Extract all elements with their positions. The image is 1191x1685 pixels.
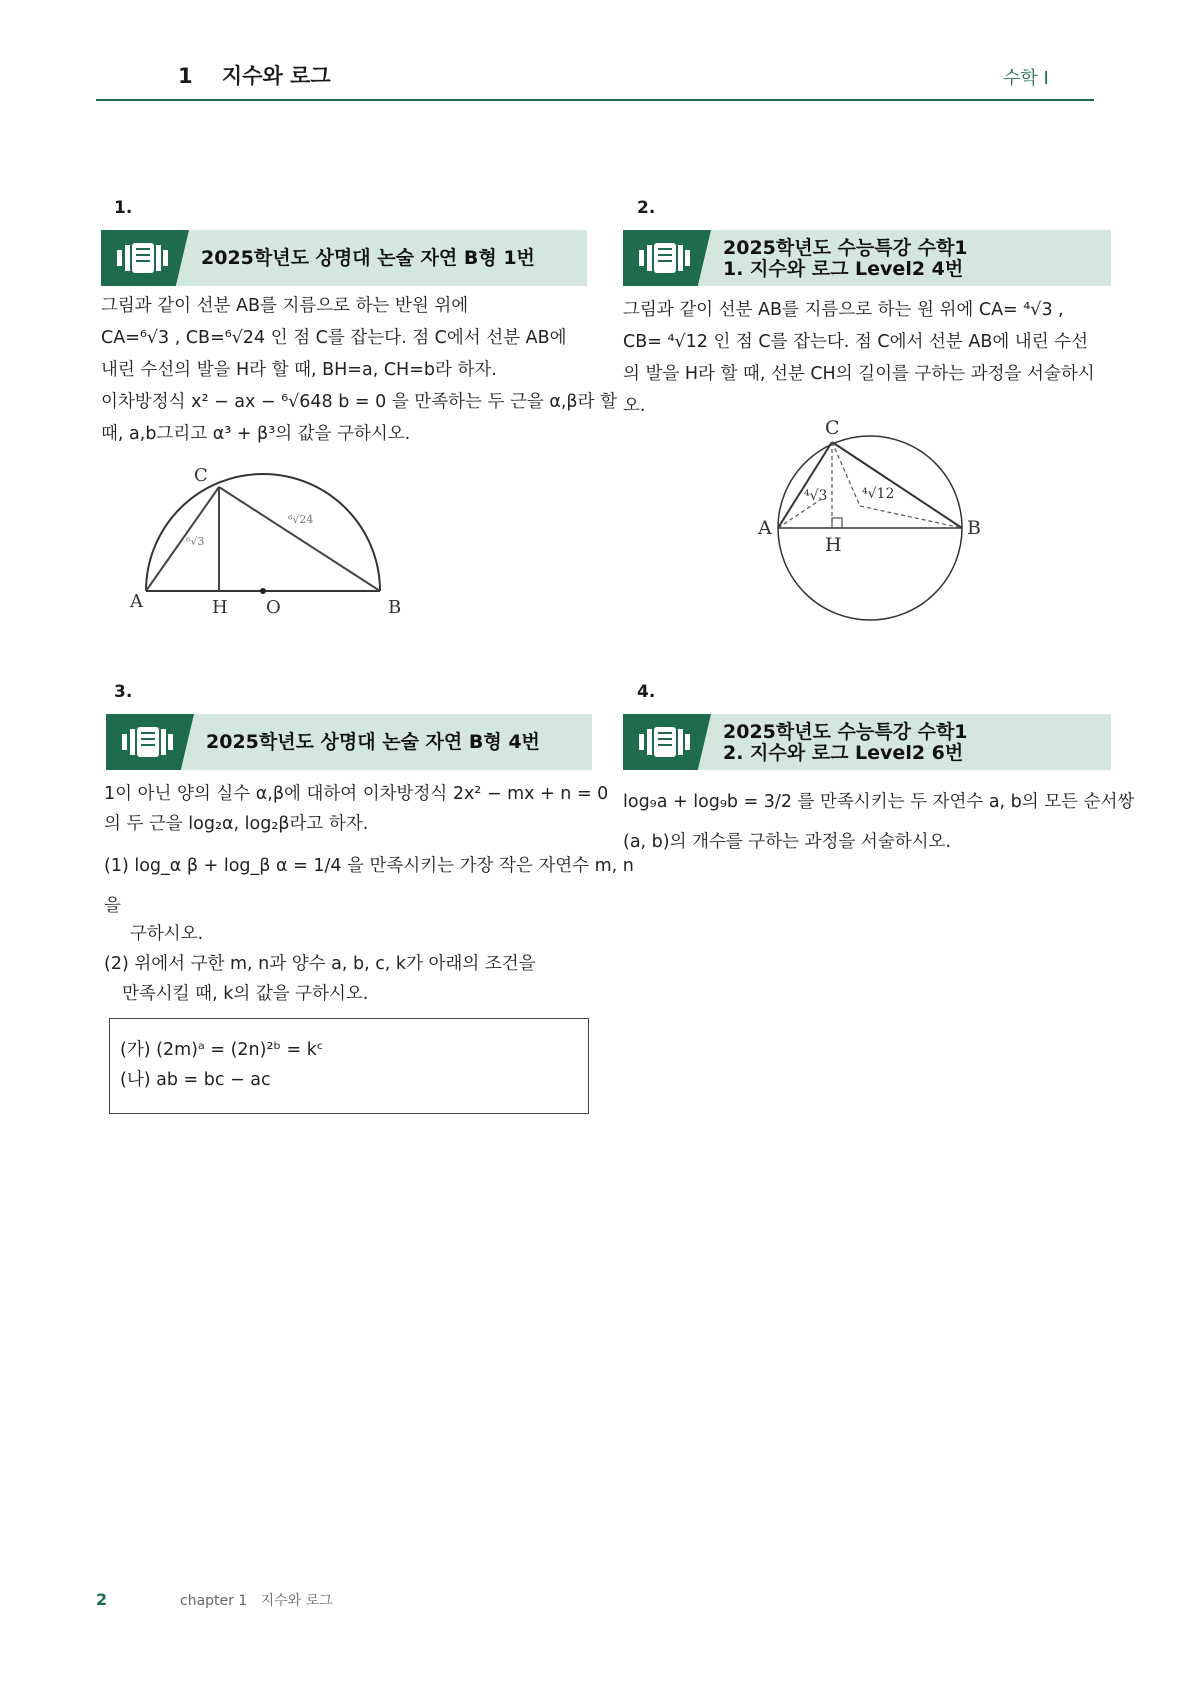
text-line: 의 발을 H라 할 때, 선분 CH의 길이를 구하는 과정을 서술하시 [623,364,1095,384]
problem-banner [623,230,1111,286]
length-cb: ⁶√24 [288,513,314,526]
text-line: 내린 수선의 발을 H라 할 때, BH=a, CH=b라 하자. [101,360,497,380]
problem-number: 2. [637,198,656,218]
text-line: CA=⁶√3 , CB=⁶√24 인 점 C를 잡는다. 점 C에서 선분 AB에 [101,328,567,348]
problem-number: 1. [114,198,133,218]
problem-number: 3. [114,682,133,702]
problem-title-line1: 2025학년도 수능특강 수학1 [723,721,968,743]
problem-title: 2025학년도 상명대 논술 자연 B형 4번 [206,731,540,753]
problem-banner [101,230,587,286]
label-a: A [758,517,772,539]
problem-number: 4. [637,682,656,702]
problem-banner [623,714,1111,770]
length-ca: ⁴√3 [804,488,828,504]
text-line: 만족시킬 때, k의 값을 구하시오. [122,984,369,1004]
problem-banner [106,714,592,770]
condition-line: (나) ab = bc − ac [120,1070,271,1090]
text-line: 이차방정식 x² − ax − ⁶√648 b = 0 을 만족하는 두 근을 α,β라 할 [101,392,617,412]
text-line: 그림과 같이 선분 AB를 지름으로 하는 원 위에 CA= ⁴√3 , [623,300,1064,320]
text-line: 그림과 같이 선분 AB를 지름으로 하는 반원 위에 [101,296,469,316]
label-b: B [388,597,402,618]
text-line: log₉a + log₉b = 3/2 를 만족시키는 두 자연수 a, b의 모든 순서쌍 [623,792,1135,812]
text-line: 의 두 근을 log₂α, log₂β라고 하자. [104,814,369,834]
problem-title [723,722,968,764]
problem-title-line2: 2. 지수와 로그 Level2 6번 [723,742,964,764]
fist-icon [639,725,691,759]
conditions-box [109,1018,589,1114]
text-line: 때, a,b그리고 α³ + β³의 값을 구하시오. [101,424,411,444]
text-line: 오. [623,396,646,416]
chapter-number: 1 [178,64,193,88]
problem-text [101,290,617,460]
footer-chapter: chapter 1 지수와 로그 [180,1593,333,1609]
label-c: C [825,417,840,439]
circle-figure [750,410,1000,630]
problem-text [623,786,1135,876]
problem-title-line2: 1. 지수와 로그 Level2 4번 [723,258,964,280]
chapter-title: 지수와 로그 [221,64,331,88]
problem-title-line1: 2025학년도 수능특강 수학1 [723,237,968,259]
text-line: (2) 위에서 구한 m, n과 양수 a, b, c, k가 아래의 조건을 [104,954,536,974]
text-line: 구하시오. [130,924,204,944]
problem-title [723,238,968,280]
label-b: B [967,517,981,539]
condition-line: (가) (2m)ᵃ = (2n)²ᵇ = kᶜ [120,1040,324,1060]
subject-label: 수학 I [1003,68,1049,89]
fist-icon [639,241,691,275]
text-line: (a, b)의 개수를 구하는 과정을 서술하시오. [623,832,952,852]
label-a: A [130,591,143,612]
length-ca: ⁶√3 [186,535,205,548]
length-cb: ⁴√12 [862,486,895,502]
problem-text [104,778,634,1018]
text-line: CB= ⁴√12 인 점 C를 잡는다. 점 C에서 선분 AB에 내린 수선 [623,332,1088,352]
label-c: C [194,465,208,486]
label-h: H [212,597,228,618]
label-h: H [825,534,842,556]
label-o: O [266,597,281,618]
header-rule [96,99,1094,101]
problem-title: 2025학년도 상명대 논술 자연 B형 1번 [201,247,535,269]
semicircle-figure [120,465,420,625]
fist-icon [117,241,169,275]
text-line: 을 [104,896,121,916]
fist-icon [122,725,174,759]
page-number: 2 [96,1590,108,1609]
chapter-heading [178,60,331,90]
text-line: 1이 아닌 양의 실수 α,β에 대하여 이차방정식 2x² − mx + n = 0 [104,784,609,804]
text-line: (1) log_α β + log_β α = 1/4 을 만족시키는 가장 작은 자연수 m, n [104,856,634,876]
